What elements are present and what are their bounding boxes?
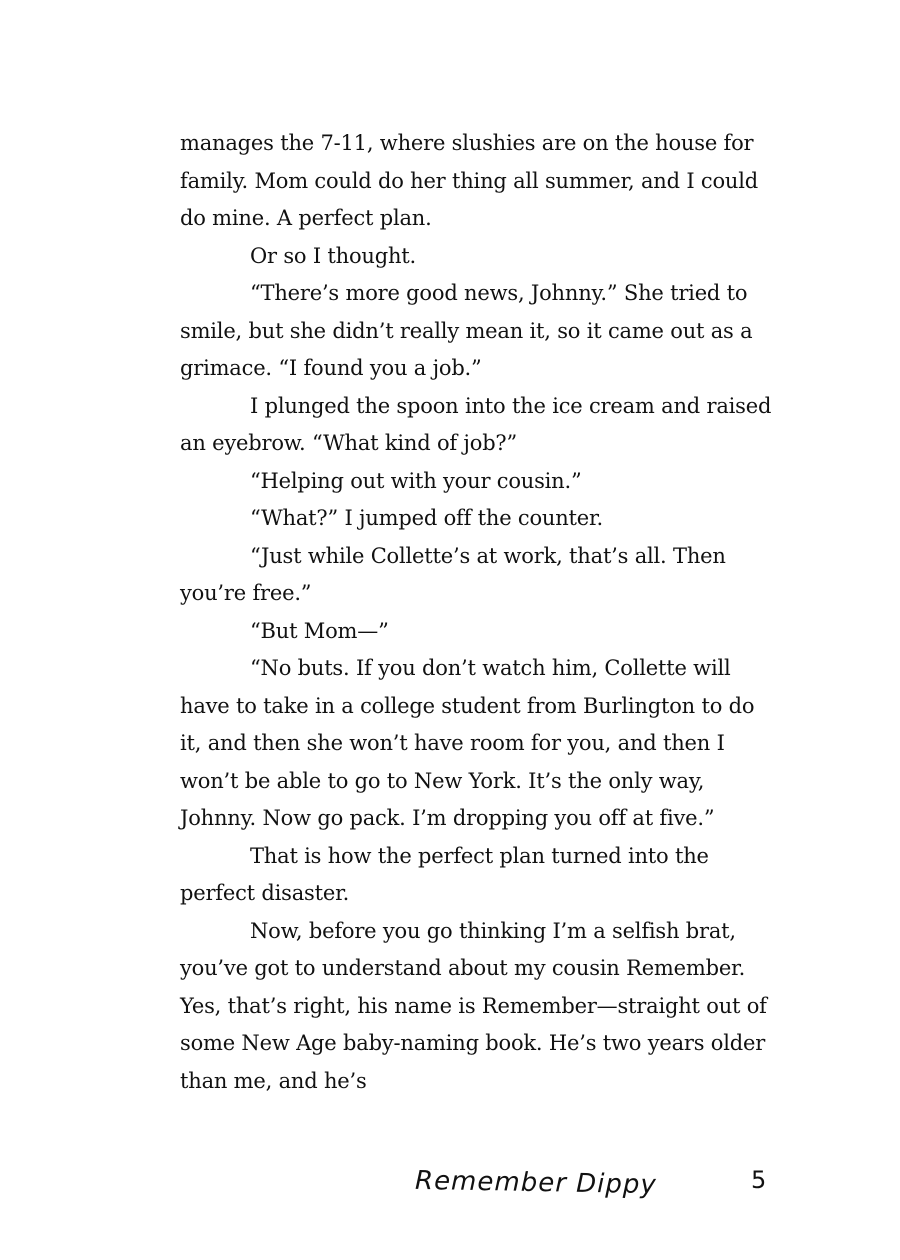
paragraph-7: “Just while Collette’s at work, that’s all. Then you’re free.” [180,543,726,605]
paragraph-2: Or so I thought. [250,243,417,268]
paragraph-1: manages the 7-11, where slushies are on the house for family. Mom could do her thing all summer, and I could do mine. A perfect plan. [180,131,758,230]
body-text [180,125,780,1100]
page-number: 5 [751,1166,767,1194]
paragraph-6: “What?” I jumped off the counter. [250,506,604,530]
paragraph-11: Now, before you go thinking I’m a selfish brat, you’ve got to understand about my cousin Remember. Yes, that’s right, his name is Remember—straight out of some New Age baby-naming book. He’s two years older than me, and he’s [180,918,767,1093]
paragraph-9: “No buts. If you don’t watch him, Collette will have to take in a college student from Burlington to do it, and then she won’t have room for you, and then I won’t be able to go to New York. It’s the only way, Johnny. Now go pack. I’m dropping you off at five.” [180,656,755,830]
paragraph-4: I plunged the spoon into the ice cream and raised an eyebrow. “What kind of job?” [180,393,772,455]
paragraph-8: “But Mom—” [250,618,389,643]
paragraph-5: “Helping out with your cousin.” [250,468,582,493]
running-footer-title: Remember Dippy [414,1165,658,1201]
paragraph-10: That is how the perfect plan turned into the perfect disaster. [180,843,709,905]
paragraph-3: “There’s more good news, Johnny.” She tried to smile, but she didn’t really mean it, so it came out as a grimace. “I found you a job.” [180,281,753,380]
